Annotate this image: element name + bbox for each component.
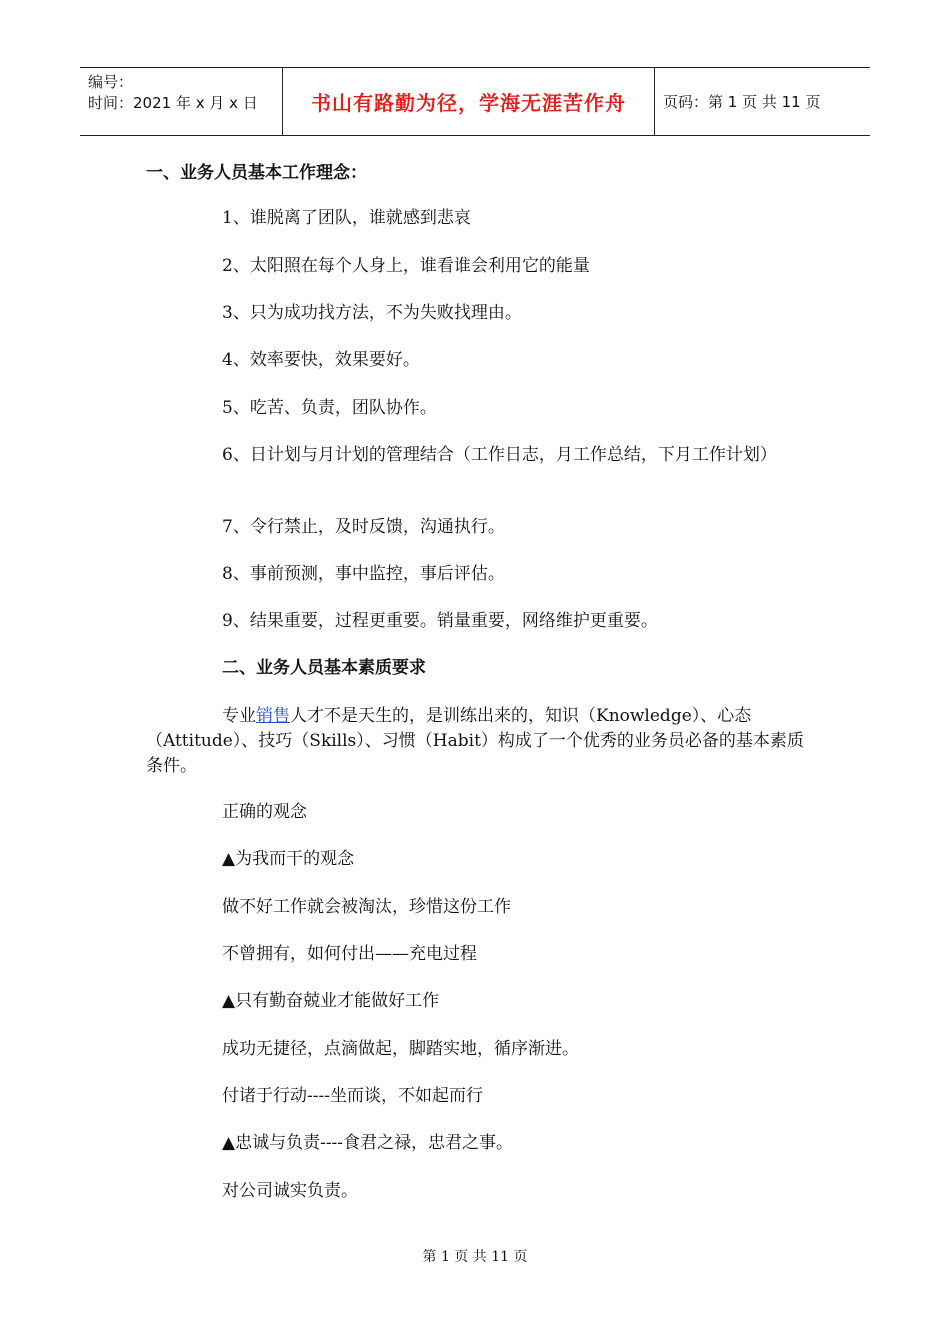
- document-date: 时间：2021 年 x 月 x 日: [88, 94, 258, 112]
- section-1-heading: 一、业务人员基本工作理念：: [146, 163, 367, 183]
- principle-item: 7、令行禁止，及时反馈，沟通执行。: [222, 517, 505, 537]
- principle-item: 2、太阳照在每个人身上，谁看谁会利用它的能量: [222, 256, 590, 276]
- quality-line: ▲只有勤奋兢业才能做好工作: [222, 991, 440, 1011]
- quality-line: ▲为我而干的观念: [222, 849, 355, 869]
- quality-line: 正确的观念: [222, 802, 307, 822]
- intro-text-rest: 人才不是天生的，是训练出来的，知识（Knowledge）、心态（Attitude）、技巧（Skills）、习惯（Habit）构成了一个优秀的业务员必备的基本素质条件。: [146, 706, 804, 776]
- principle-item: 1、谁脱离了团队，谁就感到悲哀: [222, 208, 471, 228]
- principle-item: 4、效率要快，效果要好。: [222, 350, 420, 370]
- principle-item: 5、吃苦、负责，团队协作。: [222, 398, 437, 418]
- quality-line: 做不好工作就会被淘汰，珍惜这份工作: [222, 897, 511, 917]
- intro-text-start: 专业: [222, 706, 256, 726]
- principle-item: 6、日计划与月计划的管理结合（工作日志，月工作总结，下月工作计划）: [222, 445, 777, 465]
- quality-line: ▲忠诚与负责----食君之禄，忠君之事。: [222, 1133, 514, 1153]
- page-header: [80, 67, 870, 136]
- quality-line: 对公司诚实负责。: [222, 1181, 358, 1201]
- section-2-intro: [146, 704, 806, 779]
- header-page-info: 页码：第 1 页 共 11 页: [663, 93, 821, 111]
- section-2-heading: 二、业务人员基本素质要求: [222, 658, 426, 678]
- principle-item: 3、只为成功找方法，不为失败找理由。: [222, 303, 522, 323]
- principle-item: 9、结果重要，过程更重要。销量重要，网络维护更重要。: [222, 611, 658, 631]
- document-number-label: 编号：: [88, 73, 134, 91]
- quality-line: 成功无捷径，点滴做起，脚踏实地，循序渐进。: [222, 1039, 579, 1059]
- principle-item: 8、事前预测，事中监控，事后评估。: [222, 564, 505, 584]
- page-footer: 第 1 页 共 11 页: [422, 1249, 528, 1265]
- header-meta: [80, 68, 282, 135]
- quality-line: 付诸于行动----坐而谈，不如起而行: [222, 1086, 483, 1106]
- header-motto-cell: [282, 68, 655, 135]
- header-motto: 书山有路勤为径，学海无涯苦作舟: [311, 91, 626, 115]
- sales-link[interactable]: 销售: [256, 706, 290, 726]
- quality-line: 不曾拥有，如何付出——充电过程: [222, 944, 477, 964]
